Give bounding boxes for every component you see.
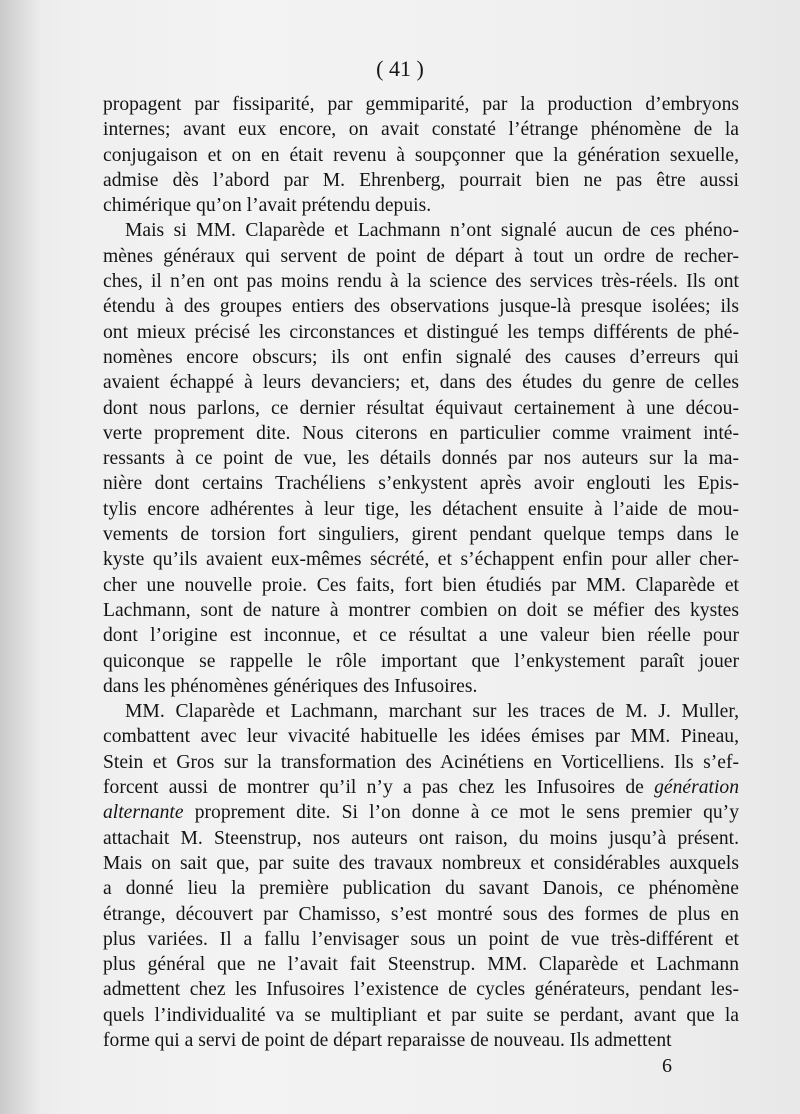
italic-term: génération bbox=[654, 777, 739, 799]
text-line bbox=[103, 193, 739, 218]
text-line bbox=[103, 598, 739, 623]
text-line bbox=[103, 724, 739, 749]
text-line bbox=[103, 826, 739, 851]
text-line bbox=[103, 952, 739, 977]
line-text: admise dès l’abord par M. Ehrenberg, pourrait bien ne pas être aussi bbox=[103, 169, 739, 191]
line-text: Lachmann, sont de nature à montrer combien on doit se méfier des kystes bbox=[103, 599, 739, 621]
text-line bbox=[103, 396, 739, 421]
text-line bbox=[103, 218, 739, 243]
text-line bbox=[103, 522, 739, 547]
text-line bbox=[103, 699, 739, 724]
line-text: quiconque se rappelle le rôle important que l’enkystement paraît jouer bbox=[103, 650, 739, 672]
line-text: mènes généraux qui servent de point de départ à tout un ordre de recher- bbox=[103, 245, 739, 267]
line-text: ressants à ce point de vue, les détails donnés par nos auteurs sur la ma- bbox=[103, 448, 739, 470]
line-text: combattent avec leur vivacité habituelle les idées émises par MM. Pineau, bbox=[103, 726, 739, 748]
text-line bbox=[103, 775, 739, 800]
text-line bbox=[103, 547, 739, 572]
line-text: kyste qu’ils avaient eux-mêmes sécrété, et s’échappent enfin pour aller cher- bbox=[103, 549, 739, 571]
text-line bbox=[103, 143, 739, 168]
line-text: forcent aussi de montrer qu’il n’y a pas chez les Infusoires de bbox=[103, 777, 644, 799]
line-text: avaient échappé à leurs devanciers; et, dans des études du genre de celles bbox=[103, 372, 739, 394]
text-line bbox=[103, 471, 739, 496]
text-line bbox=[103, 294, 739, 319]
line-text: cher une nouvelle proie. Ces faits, fort bien étudiés par MM. Claparède et bbox=[103, 574, 739, 596]
text-line bbox=[103, 497, 739, 522]
line-text: propagent par fissiparité, par gemmiparité, par la production d’embryons bbox=[103, 94, 739, 115]
line-text: tylis encore adhérentes à leur tige, les détachent ensuite à l’aide de mou- bbox=[103, 498, 739, 520]
line-text: nière dont certains Trachéliens s’enkystent après avoir englouti les Epis- bbox=[103, 473, 739, 495]
text-line bbox=[103, 446, 739, 471]
text-line bbox=[103, 92, 739, 117]
italic-term: alternante bbox=[103, 802, 184, 824]
body-text bbox=[103, 92, 739, 1053]
text-line bbox=[103, 851, 739, 876]
page-header: ( 41 ) bbox=[376, 56, 424, 81]
text-line bbox=[103, 927, 739, 952]
text-line bbox=[103, 269, 739, 294]
text-line bbox=[103, 117, 739, 142]
line-text: Mais on sait que, par suite des travaux nombreux et considérables auxquels bbox=[103, 852, 739, 874]
text-line bbox=[103, 902, 739, 927]
text-line bbox=[103, 320, 739, 345]
line-text: dont l’origine est inconnue, et ce résultat a une valeur bien réelle pour bbox=[103, 625, 739, 647]
line-text: étrange, découvert par Chamisso, s’est montré sous des formes de plus en bbox=[103, 903, 739, 925]
line-text: MM. Claparède et Lachmann, marchant sur les traces de M. J. Muller, bbox=[125, 701, 739, 723]
line-text: proprement dite. Si l’on donne à ce mot le sens premier qu’y bbox=[183, 802, 739, 824]
line-text: quels l’individualité va se multipliant et par suite se perdant, avant que la bbox=[103, 1004, 739, 1026]
text-line bbox=[103, 370, 739, 395]
text-line bbox=[103, 573, 739, 598]
text-line bbox=[103, 750, 739, 775]
text-line bbox=[103, 800, 739, 825]
text-line bbox=[103, 876, 739, 901]
line-text: attachait M. Steenstrup, nos auteurs ont raison, du moins jusqu’à présent. bbox=[103, 827, 739, 849]
signature-number: 6 bbox=[662, 1055, 672, 1077]
text-line bbox=[103, 623, 739, 648]
line-text: Mais si MM. Claparède et Lachmann n’ont signalé aucun de ces phéno- bbox=[125, 220, 739, 242]
line-text: conjugaison et on en était revenu à soupçonner que la génération sexuelle, bbox=[103, 144, 739, 166]
line-text: forme qui a servi de point de départ reparaisse de nouveau. Ils admettent bbox=[103, 1029, 672, 1051]
line-text: a donné lieu la première publication du savant Danois, ce phénomène bbox=[103, 878, 739, 900]
text-line bbox=[103, 977, 739, 1002]
text-line bbox=[103, 1003, 739, 1028]
text-line bbox=[103, 421, 739, 446]
line-text: dont nous parlons, ce dernier résultat équivaut certainement à une décou- bbox=[103, 397, 739, 419]
line-text: dans les phénomènes génériques des Infusoires. bbox=[103, 675, 478, 697]
line-text: vements de torsion fort singuliers, girent pendant quelque temps dans le bbox=[103, 524, 739, 546]
text-line bbox=[103, 1028, 739, 1053]
line-text: plus général que ne l’avait fait Steenstrup. MM. Claparède et Lachmann bbox=[103, 954, 739, 976]
line-text: chimérique qu’on l’avait prétendu depuis. bbox=[103, 195, 432, 217]
text-line bbox=[103, 345, 739, 370]
line-text: ont mieux précisé les circonstances et distingué les temps différents de phé- bbox=[103, 321, 739, 343]
line-text: Stein et Gros sur la transformation des Acinétiens en Vorticelliens. Ils s’ef- bbox=[103, 751, 739, 773]
text-line bbox=[103, 244, 739, 269]
line-text: ches, il n’en ont pas moins rendu à la science des services très-réels. Ils ont bbox=[103, 271, 739, 293]
line-text: plus variées. Il a fallu l’envisager sous un point de vue très-différent et bbox=[103, 928, 739, 950]
line-text: étendu à des groupes entiers des observations jusque-là presque isolées; ils bbox=[103, 296, 739, 318]
line-text: admettent chez les Infusoires l’existence de cycles générateurs, pendant les- bbox=[103, 979, 739, 1001]
page-gutter-shadow bbox=[0, 0, 40, 1114]
line-text: verte proprement dite. Nous citerons en particulier comme vraiment inté- bbox=[103, 422, 739, 444]
text-line bbox=[103, 649, 739, 674]
line-text: nomènes encore obscurs; ils ont enfin signalé des causes d’erreurs qui bbox=[103, 346, 739, 368]
text-line bbox=[103, 674, 739, 699]
text-line bbox=[103, 168, 739, 193]
line-text: internes; avant eux encore, on avait constaté l’étrange phénomène de la bbox=[103, 119, 739, 141]
